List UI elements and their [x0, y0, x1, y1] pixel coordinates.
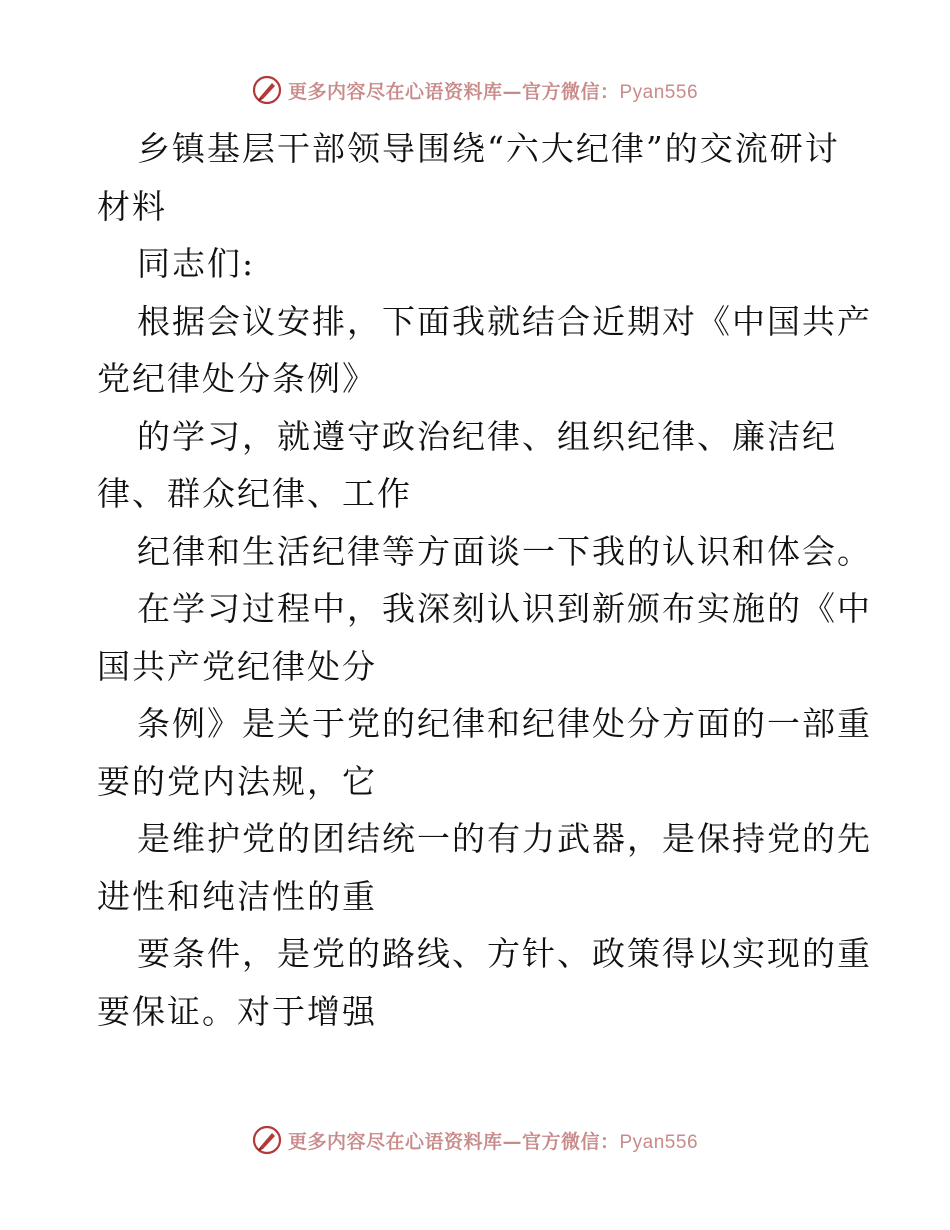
text-line: 进性和纯洁性的重 — [97, 876, 377, 916]
text-line: 律、群众纪律、工作 — [97, 474, 412, 513]
header-watermark — [0, 72, 950, 108]
watermark-text: 更多内容尽在心语资料库—官方微信：Pyan556 — [287, 1130, 699, 1153]
text-line: 党纪律处分条例》 — [97, 359, 377, 398]
text-line: 国共产党纪律处分 — [97, 646, 377, 686]
watermark-text: 更多内容尽在心语资料库—官方微信：Pyan556 — [287, 80, 699, 103]
text-line: 在学习过程中，我深刻认识到新颁布实施的《中 — [137, 589, 872, 628]
text-line: 乡镇基层干部领导围绕“六大纪律”的交流研讨 — [137, 129, 840, 168]
text-line: 的学习，就遵守政治纪律、组织纪律、廉洁纪 — [137, 416, 837, 456]
watermark-handle: Pyan556 — [619, 1131, 699, 1153]
text-line: 要条件，是党的路线、方针、政策得以实现的重 — [137, 934, 872, 973]
pen-logo-icon — [252, 1125, 282, 1155]
text-line: 要保证。对于增强 — [97, 991, 377, 1031]
watermark-handle: Pyan556 — [619, 81, 699, 103]
text-line: 材料 — [97, 186, 167, 226]
text-line: 条例》是关于党的纪律和纪律处分方面的一部重 — [137, 704, 872, 743]
pen-logo-icon — [252, 75, 282, 105]
text-line: 同志们: — [137, 244, 256, 283]
footer-watermark — [0, 1122, 950, 1158]
text-line: 纪律和生活纪律等方面谈一下我的认识和体会。 — [137, 531, 872, 571]
text-line: 根据会议安排，下面我就结合近期对《中国共产 — [137, 301, 872, 341]
text-line: 要的党内法规，它 — [97, 761, 377, 801]
document-body — [97, 120, 872, 1040]
text-line: 是维护党的团结统一的有力武器，是保持党的先 — [137, 819, 872, 858]
